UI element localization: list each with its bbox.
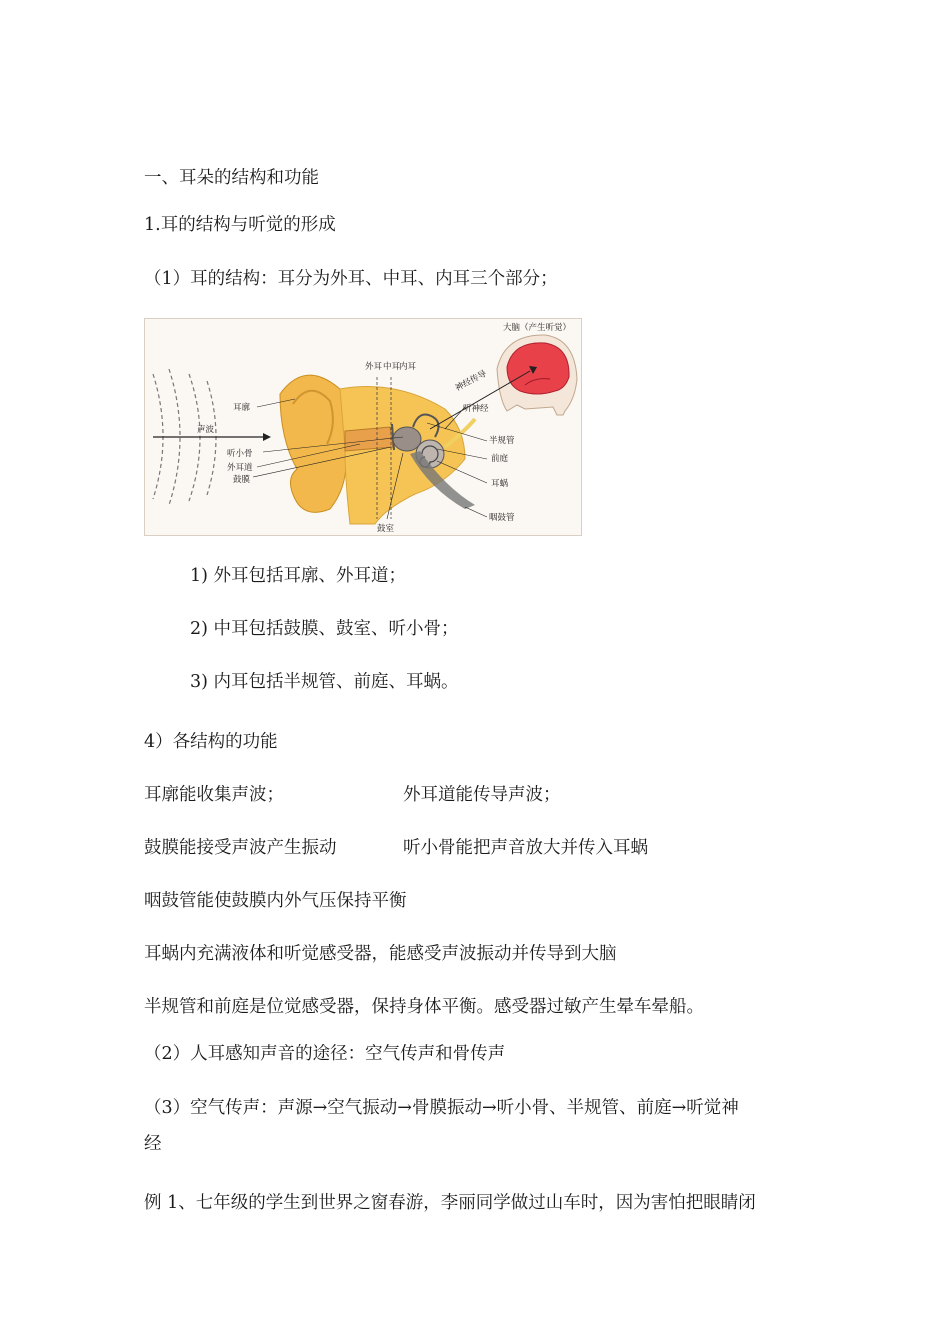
structure-item-1: 1) 外耳包括耳廓、外耳道； (190, 566, 407, 586)
item3-paragraph-line1: （3）空气传声：声源→空气振动→骨膜振动→听小骨、半规管、前庭→听觉神 (144, 1098, 739, 1118)
item1-intro: （1）耳的结构：耳分为外耳、中耳、内耳三个部分； (144, 269, 558, 289)
function-ear-canal: 外耳道能传导声波； (403, 785, 561, 805)
label-inner-ear: 内耳 (399, 362, 417, 372)
label-eustachian-tube: 咽鼓管 (489, 513, 515, 523)
label-ossicles: 听小骨 (227, 449, 253, 459)
brain-shape (507, 343, 569, 394)
label-eardrum: 鼓膜 (233, 475, 251, 485)
item2-paragraph: （2）人耳感知声音的途径：空气传声和骨传声 (144, 1044, 506, 1064)
function-eardrum: 鼓膜能接受声波产生振动 (144, 838, 337, 858)
label-semicircular-canals: 半规管 (489, 436, 515, 446)
label-middle-ear: 中耳 (383, 362, 401, 372)
ear-structure-figure (144, 318, 582, 536)
label-ear-canal: 外耳道 (227, 463, 253, 473)
structure-item-2: 2) 中耳包括鼓膜、鼓室、听小骨； (190, 619, 459, 639)
function-ossicles: 听小骨能把声音放大并传入耳蜗 (403, 838, 648, 858)
function-cochlea: 耳蜗内充满液体和听觉感受器，能感受声波振动并传导到大脑 (144, 944, 617, 964)
function-eustachian-tube: 咽鼓管能使鼓膜内外气压保持平衡 (144, 891, 407, 911)
label-outer-ear: 外耳 (365, 362, 383, 372)
structure-item-3: 3) 内耳包括半规管、前庭、耳蜗。 (190, 672, 459, 692)
label-brain: 大脑（产生听觉） (503, 323, 572, 333)
section-title: 一、耳朵的结构和功能 (144, 168, 319, 188)
label-auricle: 耳廓 (233, 403, 251, 413)
example1-paragraph: 例 1、七年级的学生到世界之窗春游，李丽同学做过山车时，因为害怕把眼睛闭 (144, 1193, 756, 1213)
item3-paragraph-line2: 经 (144, 1134, 162, 1154)
label-auditory-nerve: 听神经 (463, 404, 489, 414)
subsection-title: 1.耳的结构与听觉的形成 (144, 215, 336, 235)
label-cochlea: 耳蜗 (491, 479, 509, 489)
label-sound-wave: 声波 (197, 425, 215, 435)
label-nerve-transmission: 神经传导 (453, 368, 489, 394)
label-vestibule: 前庭 (491, 454, 509, 464)
head-brain-graphic (497, 335, 577, 415)
ear-diagram (145, 319, 581, 535)
functions-heading: 4）各结构的功能 (144, 732, 278, 752)
function-auricle: 耳廓能收集声波； (144, 785, 284, 805)
label-tympanic-cavity: 鼓室 (377, 524, 395, 534)
function-semicircular-vestibule: 半规管和前庭是位觉感受器，保持身体平衡。感受器过敏产生晕车晕船。 (144, 997, 704, 1017)
